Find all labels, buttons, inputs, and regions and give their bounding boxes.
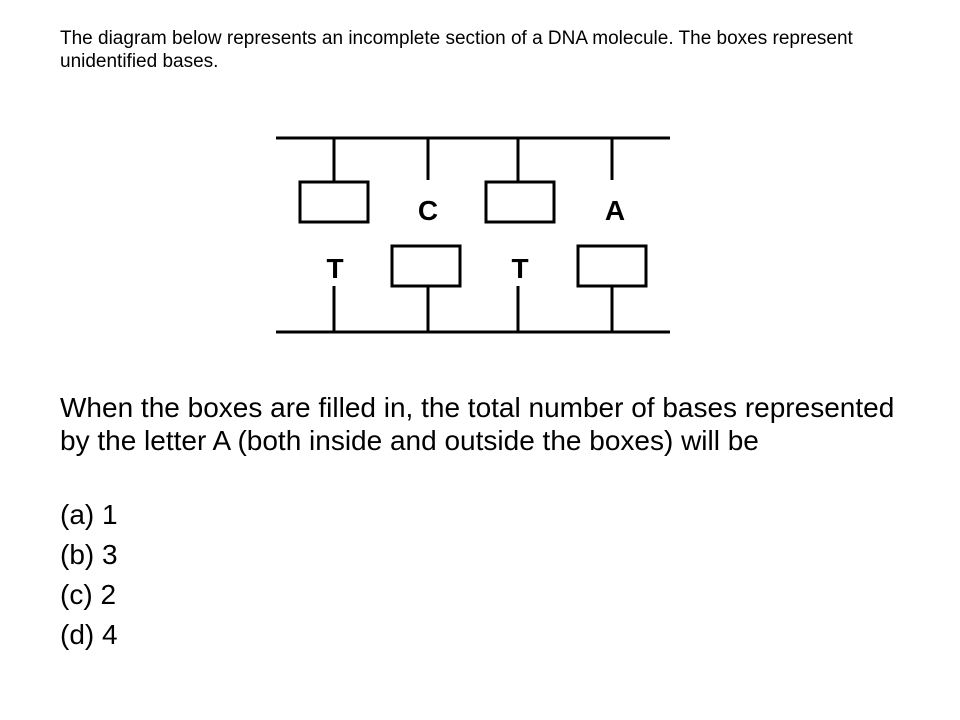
base-top-2: C (417, 195, 439, 226)
question-text: When the boxes are filled in, the total number of bases represented by the letter A (both inside and outside the boxes) will be (60, 392, 895, 456)
option-value: 2 (100, 579, 117, 610)
base-bottom-1: T (326, 253, 344, 284)
option-d[interactable] (60, 615, 118, 655)
intro-text: The diagram below represents an incomplete section of a DNA molecule. The boxes represent unidentified bases. (60, 28, 853, 72)
option-value: 4 (102, 619, 118, 650)
unknown-base-box-top-3 (486, 182, 554, 222)
base-bottom-3: T (511, 253, 529, 284)
option-value: 1 (102, 499, 118, 530)
option-label: (b) (60, 539, 95, 570)
base-top-4: A (604, 195, 626, 226)
option-c[interactable] (60, 575, 118, 615)
option-label: (a) (60, 499, 95, 530)
unknown-base-box-bottom-4 (578, 246, 646, 286)
option-b[interactable] (60, 535, 118, 575)
option-label: (c) (60, 579, 93, 610)
option-a[interactable] (60, 495, 118, 535)
unknown-base-box-bottom-2 (392, 246, 460, 286)
answer-options (60, 495, 118, 655)
dna-diagram (270, 128, 680, 343)
option-label: (d) (60, 619, 95, 650)
option-value: 3 (102, 539, 118, 570)
unknown-base-box-top-1 (300, 182, 368, 222)
